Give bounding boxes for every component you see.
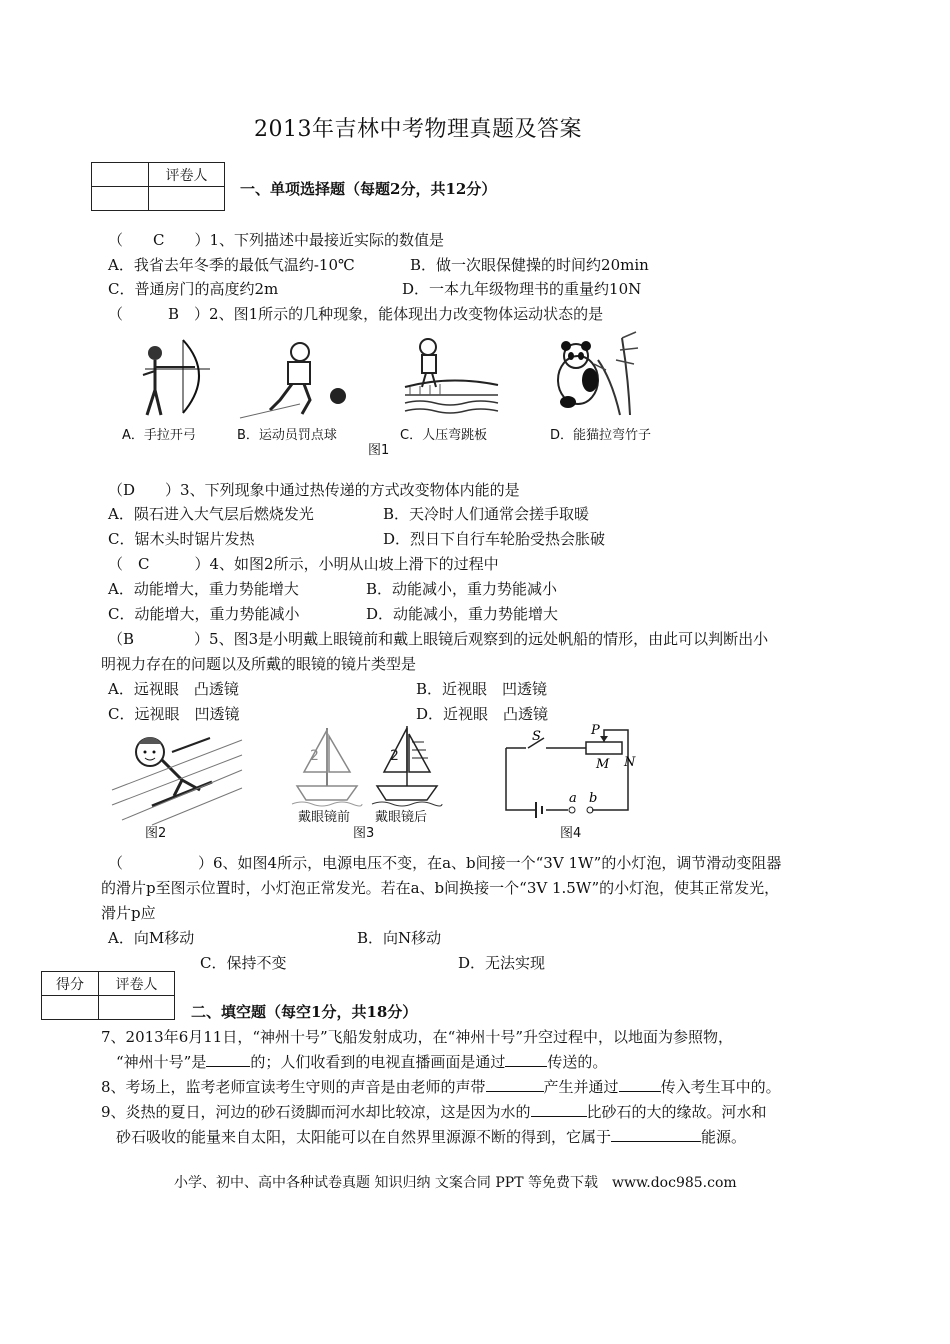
svg-text:2: 2 <box>310 748 319 764</box>
q7-blank-2[interactable] <box>505 1051 547 1067</box>
q8-text-b: 产生并通过 <box>543 1078 619 1096</box>
figure-3-boat-before <box>292 722 362 807</box>
figure-4-label-p: P <box>591 723 600 738</box>
grader-header: 评卷人 <box>99 972 175 996</box>
q9-text-a: 9、炎热的夏日，河边的砂石烫脚而河水却比较凉，这是因为水的 <box>101 1103 531 1121</box>
q5-stem-line2: 明视力存在的问题以及所戴的眼镜的镜片类型是 <box>101 655 417 673</box>
figure-1-archer <box>125 335 215 420</box>
page-title: 2013年吉林中考物理真题及答案 <box>254 117 582 142</box>
q5-option-d: D．近视眼 凸透镜 <box>416 705 549 723</box>
figure-1-caption: 图1 <box>368 443 390 458</box>
q8-text-c: 传入考生耳中的。 <box>660 1078 781 1096</box>
figure-1-diver <box>400 335 500 420</box>
q3-stem: （D ）3、下列现象中通过热传递的方式改变物体内能的是 <box>108 481 520 499</box>
figure-3-label-after: 戴眼镜后 <box>375 810 428 825</box>
figure-4-circuit <box>500 722 640 817</box>
section-1-title: 一、单项选择题（每题2分，共12分） <box>240 180 497 198</box>
grader-header: 评卷人 <box>149 163 225 187</box>
q6-line1: （ ）6、如图4所示，电源电压不变，在a、b间接一个“3V 1W”的小灯泡，调节滑动变阻器 <box>108 854 782 872</box>
figure-4-label-b: b <box>589 791 598 806</box>
q1-option-a: A．我省去年冬季的最低气温约-10℃ <box>108 256 355 274</box>
q5-stem-line1: （B ）5、图3是小明戴上眼镜前和戴上眼镜后观察到的远处帆船的情形，由此可以判断出小 <box>108 630 769 648</box>
figure-1-panda <box>550 330 650 420</box>
q7-blank-1[interactable] <box>206 1051 250 1067</box>
svg-text:2: 2 <box>390 748 399 764</box>
figure-4-label-s: S <box>532 729 541 744</box>
q4-option-c: C．动能增大，重力势能减小 <box>108 605 300 623</box>
score-header: 得分 <box>42 972 99 996</box>
q3-option-c: C．锯木头时锯片发热 <box>108 530 255 548</box>
q9-text-b: 比砂石的大的缘故。河水和 <box>586 1103 767 1121</box>
q4-option-a: A．动能增大，重力势能增大 <box>108 580 299 598</box>
q6-option-d: D．无法实现 <box>458 954 546 972</box>
score-box <box>91 162 225 211</box>
figure-4-label-n: N <box>624 755 636 770</box>
figure-3-caption: 图3 <box>353 826 375 841</box>
q1-option-c: C．普通房门的高度约2m <box>108 280 279 298</box>
figure-1-label-c: C．人压弯跳板 <box>400 428 488 443</box>
q7-text-a: “神州十号”是 <box>116 1053 207 1071</box>
q8-blank-1[interactable] <box>486 1076 544 1092</box>
q2-stem: （ B ）2、图1所示的几种现象，能体现出力改变物体运动状态的是 <box>108 305 604 323</box>
figure-4-label-a: a <box>569 791 577 806</box>
q3-option-d: D．烈日下自行车轮胎受热会胀破 <box>383 530 606 548</box>
q9-line1 <box>101 1101 767 1122</box>
figure-3-label-before: 戴眼镜前 <box>298 810 351 825</box>
q4-stem: （ C ）4、如图2所示，小明从山坡上滑下的过程中 <box>108 555 499 573</box>
figure-2-caption: 图2 <box>145 826 167 841</box>
q4-option-d: D．动能减小，重力势能增大 <box>366 605 559 623</box>
score-box-2 <box>41 971 175 1020</box>
q9-text-c: 砂石吸收的能量来自太阳，太阳能可以在自然界里源源不断的得到，它属于 <box>116 1128 612 1146</box>
q5-option-c: C．远视眼 凹透镜 <box>108 705 240 723</box>
q8-text-a: 8、考场上，监考老师宣读考生守则的声音是由老师的声带 <box>101 1078 486 1096</box>
grader-cell <box>149 187 225 211</box>
grader-cell <box>99 996 175 1020</box>
q7-text-b: 的；人们收看到的电视直播画面是通过 <box>250 1053 506 1071</box>
q7-line2 <box>116 1051 607 1072</box>
figure-1-label-a: A．手拉开弓 <box>122 428 196 443</box>
q9-blank-1[interactable] <box>531 1101 587 1117</box>
q6-option-c: C．保持不变 <box>200 954 287 972</box>
score-cell <box>92 187 149 211</box>
figure-1-kicker <box>240 340 350 420</box>
q7-text-c: 传送的。 <box>547 1053 608 1071</box>
q9-blank-2[interactable] <box>611 1126 701 1142</box>
figure-4-label-m: M <box>596 757 610 772</box>
q6-option-b: B．向N移动 <box>357 929 442 947</box>
score-cell <box>92 163 149 187</box>
q9-text-d: 能源。 <box>701 1128 747 1146</box>
q1-stem: （ C ）1、下列描述中最接近实际的数值是 <box>108 231 445 249</box>
q9-line2 <box>116 1126 746 1147</box>
figure-1-label-d: D．能猫拉弯竹子 <box>550 428 652 443</box>
q1-option-b: B．做一次眼保健操的时间约20min <box>410 256 649 274</box>
figure-4-caption: 图4 <box>560 826 582 841</box>
q8-blank-2[interactable] <box>619 1076 661 1092</box>
q6-option-a: A．向M移动 <box>108 929 195 947</box>
q4-option-b: B．动能减小，重力势能减小 <box>366 580 558 598</box>
q1-option-d: D．一本九年级物理书的重量约10N <box>402 280 642 298</box>
score-cell <box>42 996 99 1020</box>
q7-line1: 7、2013年6月11日，“神州十号”飞船发射成功，在“神州十号”升空过程中，以地面为参照物， <box>101 1028 734 1046</box>
page-footer: 小学、初中、高中各种试卷真题 知识归纳 文案合同 PPT 等免费下载 www.doc985.com <box>174 1175 737 1191</box>
figure-3-boat-after <box>372 722 442 807</box>
q5-option-a: A．远视眼 凸透镜 <box>108 680 239 698</box>
q3-option-b: B．天冷时人们通常会搓手取暖 <box>383 505 590 523</box>
q6-line2: 的滑片p至图示位置时，小灯泡正常发光。若在a、b间换接一个“3V 1.5W”的小灯泡，使其正常发光， <box>101 879 780 897</box>
q3-option-a: A．陨石进入大气层后燃烧发光 <box>108 505 314 523</box>
q8-line <box>101 1076 781 1097</box>
section-2-title: 二、填空题（每空1分，共18分） <box>191 1003 418 1021</box>
figure-1-label-b: B．运动员罚点球 <box>237 428 337 443</box>
q6-line3: 滑片p应 <box>101 904 156 922</box>
q5-option-b: B．近视眼 凹透镜 <box>416 680 548 698</box>
figure-2-skier <box>112 730 242 825</box>
